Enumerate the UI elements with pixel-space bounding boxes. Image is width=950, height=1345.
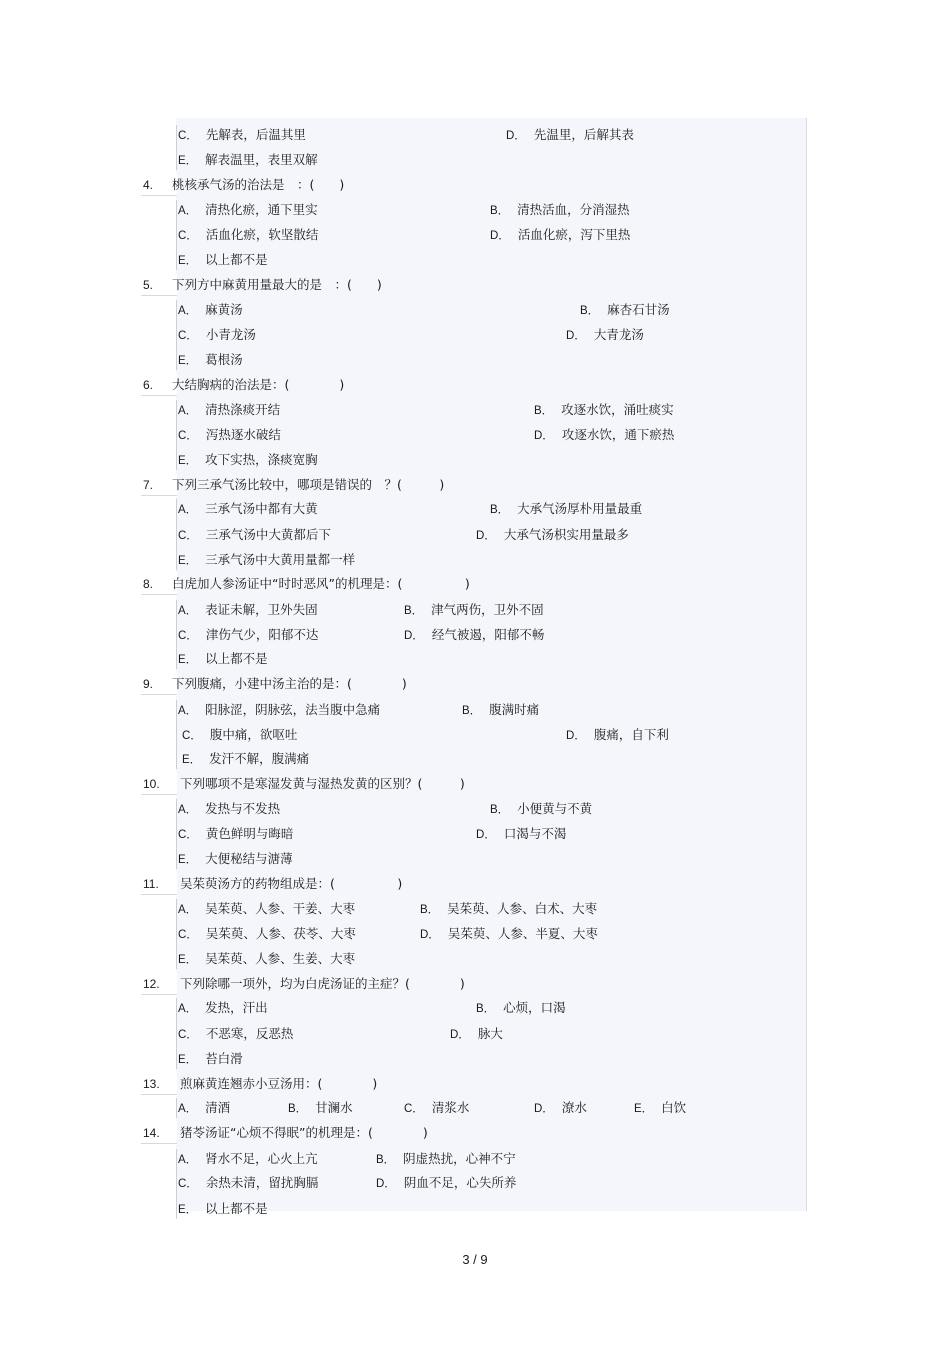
option-text: 口渴与不渴 <box>503 826 567 841</box>
stem-underline <box>141 295 177 296</box>
stem-underline <box>141 694 177 695</box>
option-text: 黄色鲜明与晦暗 <box>205 826 294 841</box>
option-text: 腹痛，自下利 <box>593 727 669 742</box>
option-text: 发热，汗出 <box>205 1000 268 1015</box>
option-letter: A． <box>178 705 198 717</box>
option-letter: A． <box>178 1003 198 1015</box>
answer-option[interactable] <box>490 801 592 818</box>
stem-underline <box>141 1094 177 1095</box>
answer-option[interactable] <box>178 427 281 444</box>
question-number: 13. <box>143 1077 160 1091</box>
option-letter: D． <box>376 1178 396 1190</box>
option-text: 吴茱萸、人参、白术、大枣 <box>447 901 598 916</box>
answer-option[interactable] <box>178 826 293 843</box>
option-text: 阳脉涩，阴脉弦，法当腹中急痛 <box>205 702 381 717</box>
option-letter: C． <box>178 1178 198 1190</box>
answer-option[interactable] <box>178 352 243 369</box>
option-letter: B． <box>580 305 600 317</box>
answer-option[interactable] <box>178 851 293 868</box>
stem-underline <box>141 594 177 595</box>
answer-option[interactable] <box>178 1100 230 1117</box>
answer-option[interactable] <box>420 901 597 918</box>
option-letter: A． <box>178 405 198 417</box>
question-number: 9. <box>143 677 154 691</box>
question-number: 14. <box>143 1126 160 1140</box>
answer-option[interactable] <box>490 202 630 219</box>
answer-option[interactable] <box>566 727 669 744</box>
answer-option[interactable] <box>178 252 268 269</box>
option-letter: B． <box>534 405 554 417</box>
option-text: 活血化瘀，软坚散结 <box>205 227 319 242</box>
answer-option[interactable] <box>534 427 674 444</box>
stem-underline <box>141 395 177 396</box>
answer-option[interactable] <box>178 801 280 818</box>
answer-option[interactable] <box>178 402 280 419</box>
answer-option[interactable] <box>178 227 318 244</box>
option-letter: D． <box>450 1029 470 1041</box>
answer-option[interactable] <box>288 1100 353 1117</box>
option-text: 小便黄与不黄 <box>517 801 593 816</box>
option-letter: D． <box>566 330 586 342</box>
answer-option[interactable] <box>534 402 674 419</box>
option-bracket-line <box>176 998 177 1069</box>
option-text: 肾水不足，心火上亢 <box>205 1151 318 1166</box>
option-text: 三承气汤中大黄用量都一样 <box>205 552 356 567</box>
option-text: 攻逐水饮，涌吐痰实 <box>561 402 674 417</box>
option-letter: E． <box>178 555 198 567</box>
option-letter: A． <box>178 804 198 816</box>
stem-underline <box>141 894 177 895</box>
option-text: 清酒 <box>205 1100 231 1115</box>
option-text: 吴茱萸、人参、生姜、大枣 <box>205 951 356 966</box>
option-text: 表证未解，卫外失固 <box>205 602 318 617</box>
option-letter: E． <box>634 1103 654 1115</box>
option-letter: B． <box>288 1103 308 1115</box>
option-letter: B． <box>376 1154 396 1166</box>
option-bracket-line <box>176 600 177 669</box>
option-letter: A． <box>178 504 198 516</box>
option-letter: E． <box>178 1204 198 1216</box>
answer-option[interactable] <box>178 1026 293 1043</box>
option-text: 先温里，后解其表 <box>533 127 634 142</box>
answer-option[interactable] <box>178 1175 318 1192</box>
option-text: 阴血不足，心失所养 <box>403 1175 517 1190</box>
option-letter: C． <box>178 430 198 442</box>
option-bracket-line <box>176 125 177 170</box>
option-text: 清热化瘀，通下里实 <box>205 202 318 217</box>
answer-option[interactable] <box>178 926 356 943</box>
question-stem: 下列三承气汤比较中，哪项是错误的 ？( ) <box>172 477 445 492</box>
answer-option[interactable] <box>178 1051 243 1068</box>
option-letter: E． <box>178 355 198 367</box>
option-bracket-line <box>176 799 177 869</box>
option-letter: D． <box>476 530 496 542</box>
option-letter: C． <box>178 230 198 242</box>
option-text: 小青龙汤 <box>205 327 256 342</box>
question-stem: 大结胸病的治法是：( ) <box>172 377 345 392</box>
option-letter: E． <box>178 654 198 666</box>
option-text: 不恶寒，反恶热 <box>205 1026 294 1041</box>
option-text: 泻热逐水破结 <box>205 427 281 442</box>
page-number: 3 / 9 <box>462 1252 488 1267</box>
option-letter: D． <box>534 430 554 442</box>
option-letter: A． <box>178 605 198 617</box>
answer-option[interactable] <box>178 527 331 544</box>
option-letter: C． <box>404 1103 424 1115</box>
question-stem: 下列腹痛，小建中汤主治的是：( ) <box>172 676 407 691</box>
question-number: 7. <box>143 478 154 492</box>
option-text: 大承气汤厚朴用量最重 <box>517 501 643 516</box>
question-stem: 下列方中麻黄用量最大的是 ：( ) <box>172 277 382 292</box>
answer-option[interactable] <box>182 751 309 768</box>
stem-underline <box>141 495 177 496</box>
option-text: 麻黄汤 <box>205 302 243 317</box>
option-bracket-line <box>176 499 177 570</box>
option-letter: C． <box>178 630 198 642</box>
answer-option[interactable] <box>178 452 318 469</box>
answer-option[interactable] <box>490 501 642 518</box>
answer-option[interactable] <box>462 702 539 719</box>
answer-option[interactable] <box>404 602 544 619</box>
option-text: 以上都不是 <box>205 651 268 666</box>
option-letter: E． <box>178 455 198 467</box>
option-letter: A． <box>178 904 198 916</box>
answer-option[interactable] <box>450 1026 503 1043</box>
stem-underline <box>141 794 177 795</box>
answer-option[interactable] <box>178 202 318 219</box>
option-letter: A． <box>178 205 198 217</box>
answer-option[interactable] <box>580 302 670 319</box>
option-text: 大承气汤枳实用量最多 <box>503 527 629 542</box>
option-letter: A． <box>178 1103 198 1115</box>
question-number: 10. <box>143 777 160 791</box>
option-text: 先解表，后温其里 <box>205 127 306 142</box>
option-letter: B． <box>490 205 510 217</box>
question-stem: 下列哪项不是寒湿发黄与湿热发黄的区别？( ) <box>180 776 465 791</box>
option-letter: A． <box>178 1154 198 1166</box>
answer-option[interactable] <box>476 826 566 843</box>
option-letter: C． <box>178 929 198 941</box>
option-letter: B． <box>420 904 440 916</box>
answer-option[interactable] <box>178 501 318 518</box>
answer-option[interactable] <box>376 1151 516 1168</box>
option-text: 发汗不解，腹满痛 <box>209 751 310 766</box>
answer-option[interactable] <box>178 951 355 968</box>
option-bracket-line <box>176 400 177 470</box>
option-letter: E． <box>178 854 198 866</box>
option-letter: E． <box>182 754 202 766</box>
answer-option[interactable] <box>420 926 598 943</box>
option-letter: D． <box>420 929 440 941</box>
option-text: 阴虚热扰，心神不宁 <box>403 1151 516 1166</box>
answer-option[interactable] <box>376 1175 516 1192</box>
answer-option[interactable] <box>182 727 297 744</box>
option-text: 白饮 <box>661 1100 687 1115</box>
option-text: 经气被遏，阳郁不畅 <box>431 627 545 642</box>
answer-option[interactable] <box>178 602 318 619</box>
option-letter: D． <box>476 829 496 841</box>
question-stem: 煎麻黄连翘赤小豆汤用：( ) <box>180 1076 378 1091</box>
answer-option[interactable] <box>476 1000 566 1017</box>
stem-underline <box>141 994 177 995</box>
option-letter: C． <box>178 130 198 142</box>
answer-option[interactable] <box>404 1100 469 1117</box>
answer-option[interactable] <box>178 327 256 344</box>
answer-option[interactable] <box>566 327 644 344</box>
option-text: 甘澜水 <box>315 1100 353 1115</box>
option-letter: C． <box>178 330 198 342</box>
answer-option[interactable] <box>178 302 243 319</box>
option-text: 余热未清，留扰胸膈 <box>205 1175 319 1190</box>
answer-option[interactable] <box>178 127 306 144</box>
option-letter: E． <box>178 255 198 267</box>
option-text: 发热与不发热 <box>205 801 281 816</box>
option-text: 攻逐水饮，通下瘀热 <box>561 427 675 442</box>
option-text: 津伤气少，阳郁不达 <box>205 627 319 642</box>
answer-option[interactable] <box>178 651 268 668</box>
option-text: 葛根汤 <box>205 352 243 367</box>
answer-option[interactable] <box>178 901 355 918</box>
question-number: 5. <box>143 278 154 292</box>
option-bracket-line <box>176 1149 177 1219</box>
option-bracket-line <box>176 300 177 370</box>
option-letter: B． <box>490 504 510 516</box>
answer-option[interactable] <box>534 1100 587 1117</box>
option-text: 脉大 <box>477 1026 503 1041</box>
option-bracket-line <box>176 700 177 769</box>
option-letter: E． <box>178 155 198 167</box>
option-letter: D． <box>566 730 586 742</box>
option-text: 津气两伤，卫外不固 <box>431 602 544 617</box>
option-letter: E． <box>178 954 198 966</box>
option-letter: D． <box>490 230 510 242</box>
option-text: 潦水 <box>561 1100 587 1115</box>
option-text: 攻下实热，涤痰宽胸 <box>205 452 318 467</box>
option-letter: C． <box>178 530 198 542</box>
question-stem: 下列除哪一项外，均为白虎汤证的主症？( ) <box>180 976 465 991</box>
option-text: 清热涤痰开结 <box>205 402 281 417</box>
option-text: 清浆水 <box>431 1100 470 1115</box>
option-text: 解表温里，表里双解 <box>205 152 318 167</box>
option-text: 吴茱萸、人参、茯苓、大枣 <box>205 926 356 941</box>
option-bracket-line <box>176 1098 177 1118</box>
option-letter: B． <box>404 605 424 617</box>
option-bracket-line <box>176 200 177 270</box>
option-letter: D． <box>404 630 424 642</box>
option-text: 心烦，口渴 <box>503 1000 566 1015</box>
answer-option[interactable] <box>178 1151 318 1168</box>
option-letter: C． <box>182 730 202 742</box>
question-number: 12. <box>143 977 160 991</box>
option-letter: A． <box>178 305 198 317</box>
answer-option[interactable] <box>178 1000 268 1017</box>
option-text: 以上都不是 <box>205 1201 268 1216</box>
question-stem: 吴茱萸汤方的药物组成是：( ) <box>180 876 403 891</box>
option-text: 吴茱萸、人参、干姜、大枣 <box>205 901 356 916</box>
answer-option[interactable] <box>404 627 544 644</box>
option-letter: B． <box>462 705 482 717</box>
option-letter: E． <box>178 1054 198 1066</box>
option-letter: C． <box>178 829 198 841</box>
option-text: 大青龙汤 <box>593 327 644 342</box>
answer-option[interactable] <box>178 702 380 719</box>
option-text: 苔白滑 <box>205 1051 243 1066</box>
option-letter: D． <box>534 1103 554 1115</box>
option-letter: B． <box>476 1003 496 1015</box>
answer-option[interactable] <box>178 552 355 569</box>
option-text: 三承气汤中都有大黄 <box>205 501 318 516</box>
question-number: 6. <box>143 378 154 392</box>
option-text: 以上都不是 <box>205 252 268 267</box>
question-number: 4. <box>143 178 154 192</box>
option-text: 三承气汤中大黄都后下 <box>205 527 331 542</box>
option-text: 麻杏石甘汤 <box>607 302 670 317</box>
option-letter: B． <box>490 804 510 816</box>
answer-option[interactable] <box>476 527 629 544</box>
question-stem: 猪苓汤证“心烦不得眠”的机理是：( ) <box>180 1125 428 1140</box>
stem-underline <box>141 195 177 196</box>
option-text: 活血化瘀，泻下里热 <box>517 227 631 242</box>
answer-option[interactable] <box>634 1100 686 1117</box>
option-text: 腹满时痛 <box>489 702 540 717</box>
answer-option[interactable] <box>178 152 318 169</box>
option-bracket-line <box>176 899 177 969</box>
option-letter: C． <box>178 1029 198 1041</box>
answer-option[interactable] <box>506 127 634 144</box>
option-letter: D． <box>506 130 526 142</box>
option-text: 大便秘结与溏薄 <box>205 851 293 866</box>
answer-option[interactable] <box>178 627 318 644</box>
option-text: 吴茱萸、人参、半夏、大枣 <box>447 926 598 941</box>
answer-option[interactable] <box>178 1201 268 1218</box>
question-stem: 桃核承气汤的治法是 ：( ) <box>172 177 345 192</box>
answer-option[interactable] <box>490 227 630 244</box>
stem-underline <box>141 1143 177 1144</box>
question-number: 8. <box>143 577 154 591</box>
option-text: 清热活血，分消湿热 <box>517 202 630 217</box>
question-number: 11. <box>143 877 159 891</box>
question-stem: 白虎加人参汤证中“时时恶风”的机理是：( ) <box>172 576 470 591</box>
option-text: 腹中痛，欲呕吐 <box>209 727 298 742</box>
